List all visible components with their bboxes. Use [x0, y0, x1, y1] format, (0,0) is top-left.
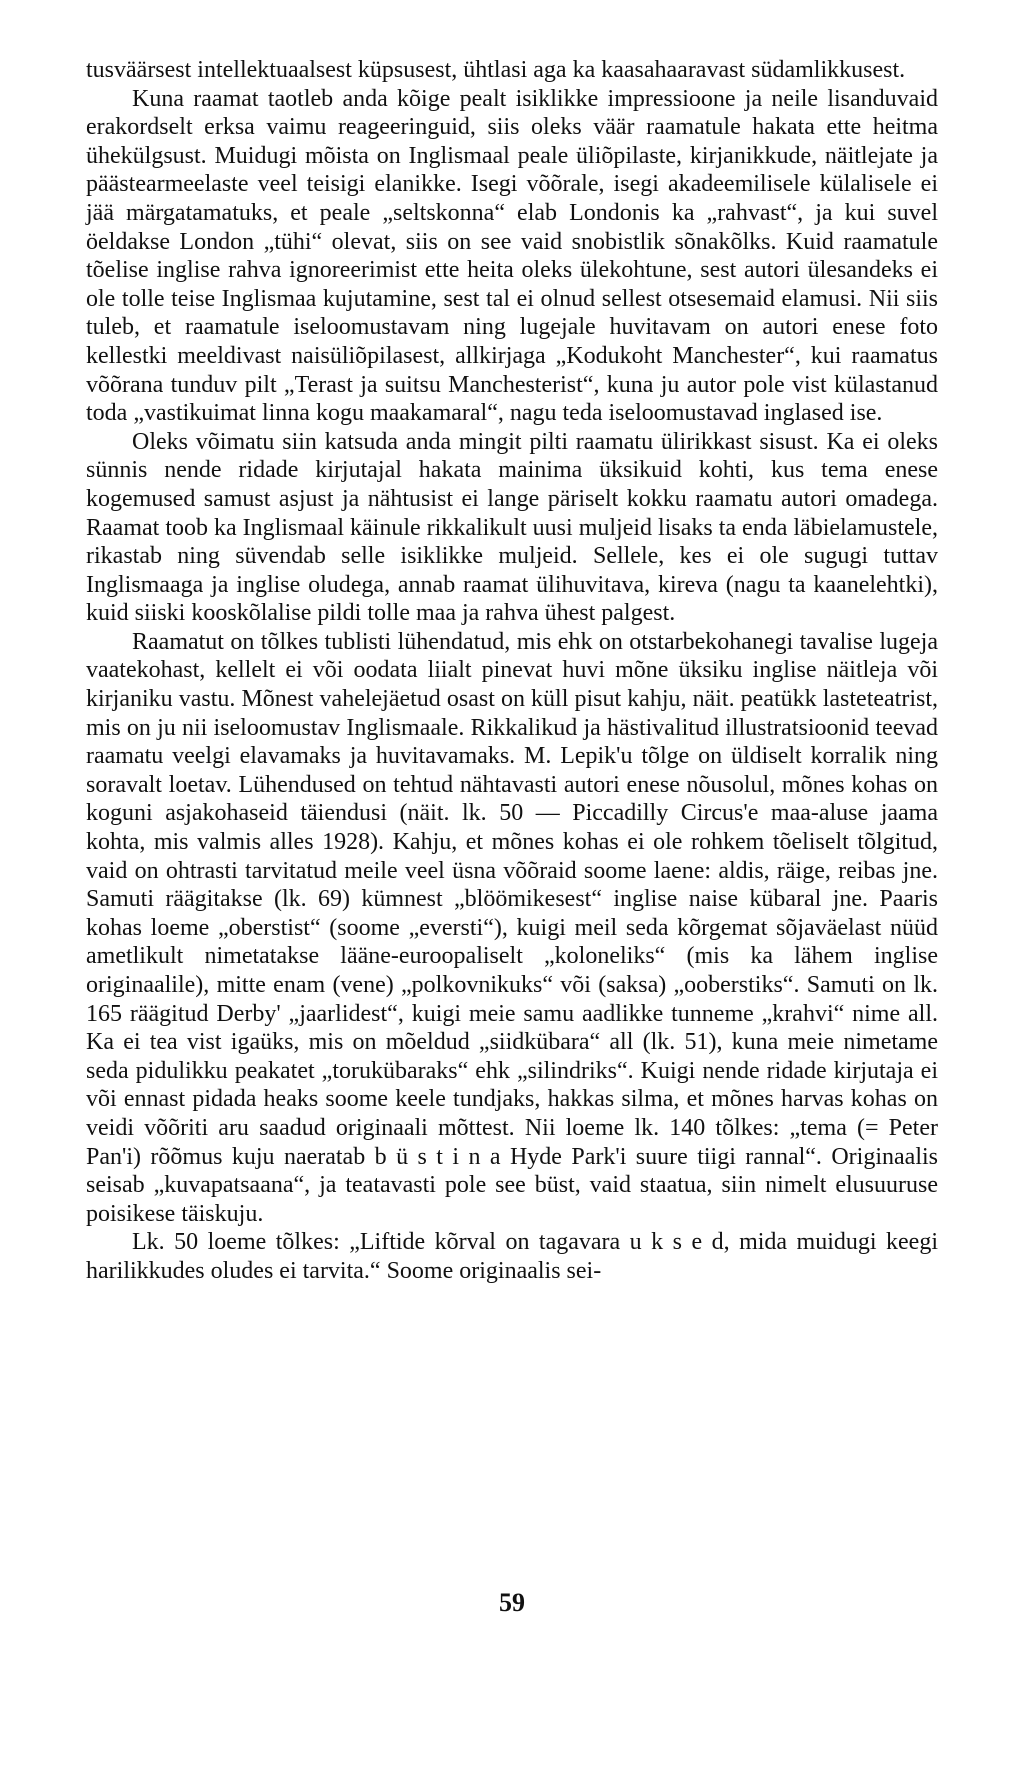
paragraph-2: Kuna raamat taotleb anda kõige pealt isiklikke impressioone ja neile lisanduvaid erakordselt erksa vaimu reageeringuid, siis oleks väär raamatule hakata ette heitma ühekülgsust. Muidugi mõista on Inglismaal peale üliõpilaste, kirjanikkude, näitlejate ja päästearmeelaste veel teisigi elanikke. Isegi võõrale, isegi akadeemilisele külalisele ei jää märgatamatuks, et peale „seltskonna“ elab Londonis ka „rahvast“, ja kui suvel öeldakse London „tühi“ olevat, siis on see vaid snobistlik sõnakõlks. Kuid raamatule tõelise inglise rahva ignoreerimist ette heita oleks ülekohtune, sest autori ülesandeks ei ole tolle teise Inglismaa kujutamine, sest tal ei olnud sellest otsesemaid elamusi. Nii siis tuleb, et raamatule iseloomustavam ning lugejale huvitavam on autori enese foto kellestki meeldivast naisüliõpilasest, allkirjaga „Kodukoht Manchester“, kui raamatus võõrana tunduv pilt „Terast ja suitsu Manchesterist“, kuna ju autor pole vist külastanud toda „vastikuimat linna kogu maakamaral“, nagu teda iseloomustavad inglased ise. [86, 85, 938, 427]
page-number: 59 [499, 1588, 525, 1617]
paragraph-4: Raamatut on tõlkes tublisti lühendatud, mis ehk on otstarbekohanegi tavalise lugeja vaatekohast, kellelt ei või oodata liialt pinevat huvi mõne üksiku inglise näitleja või kirjaniku vastu. Mõnest vahelejäetud osast on küll pisut kahju, näit. peatükk lasteteatrist, mis on ju nii iseloomustav Inglismaale. Rikkalikud ja hästivalitud illustratsioonid teevad raamatu veelgi elavamaks ja huvitavamaks. M. Lepik'u tõlge on üldiselt korralik ning soravalt loetav. Lühendused on tehtud nähtavasti autori enese nõusolul, mõnes kohas on koguni asjakohaseid täiendusi (näit. lk. 50 — Piccadilly Circus'e maa-aluse jaama kohta, mis valmis alles 1928). Kahju, et mõnes kohas ei ole rohkem tõeliselt tõlgitud, vaid on ohtrasti tarvitatud meile veel üsna võõraid soome laene: aldis, räige, reibas jne. Samuti räägitakse (lk. 69) kümnest „blöömikesest“ inglise naise kübaral jne. Paaris kohas loeme „oberstist“ (soome „eversti“), kuigi meil seda kõrgemat sõjaväelast nüüd ametlikult nimetatakse lääne-euroopaliselt „koloneliks“ (mis ka lähem inglise originaalile), mitte enam (vene) „polkovnikuks“ või (saksa) „ooberstiks“. Samuti on lk. 165 räägitud Derby' „jaarlidest“, kuigi meie samu aadlikke tunneme „krahvi“ nime all. Ka ei tea vist igaüks, mis on mõeldud „siidkübara“ all (lk. 51), kuna meie nimetame seda pidulikku peakatet „torukübaraks“ ehk „silindriks“. Kuigi nende ridade kirjutaja ei või ennast pidada heaks soome keele tundjaks, hakkas silma, et mõnes harvas kohas on veidi võõriti aru saadud originaali mõttest. Nii loeme lk. 140 tõlkes: „tema (= Peter Pan'i) rõõmus kuju naeratab b ü s t i n a Hyde Park'i suure tiigi rannal“. Originaalis seisab „kuvapatsaana“, ja teatavasti pole see büst, vaid staatua, siin nimelt elusuuruse poisikese täiskuju. [86, 628, 938, 1227]
paragraph-3: Oleks võimatu siin katsuda anda mingit pilti raamatu ülirikkast sisust. Ka ei oleks sünnis nende ridade kirjutajal hakata mainima üksikuid kohti, kus tema enese kogemused samust asjust ja nähtusist ei lange päriselt kokku raamatu autori omadega. Raamat toob ka Inglismaal käinule rikkalikult uusi muljeid lisaks ta enda läbielamustele, rikastab ning süvendab selle isiklikke muljeid. Sellele, kes ei ole sugugi tuttav Inglismaaga ja inglise oludega, annab raamat ülihuvitava, kireva (nagu ta kaanelehtki), kuid siiski kooskõlalise pildi tolle maa ja rahva ühest palgest. [86, 428, 938, 627]
page-text [86, 56, 938, 1286]
paragraph-5: Lk. 50 loeme tõlkes: „Liftide kõrval on tagavara u k s e d, mida muidugi keegi harilikkudes oludes ei tarvita.“ Soome originaalis sei- [86, 1229, 938, 1284]
paragraph-1: tusväärsest intellektuaalsest küpsusest, ühtlasi aga ka kaasahaaravast südamlikkusest. [86, 57, 906, 83]
